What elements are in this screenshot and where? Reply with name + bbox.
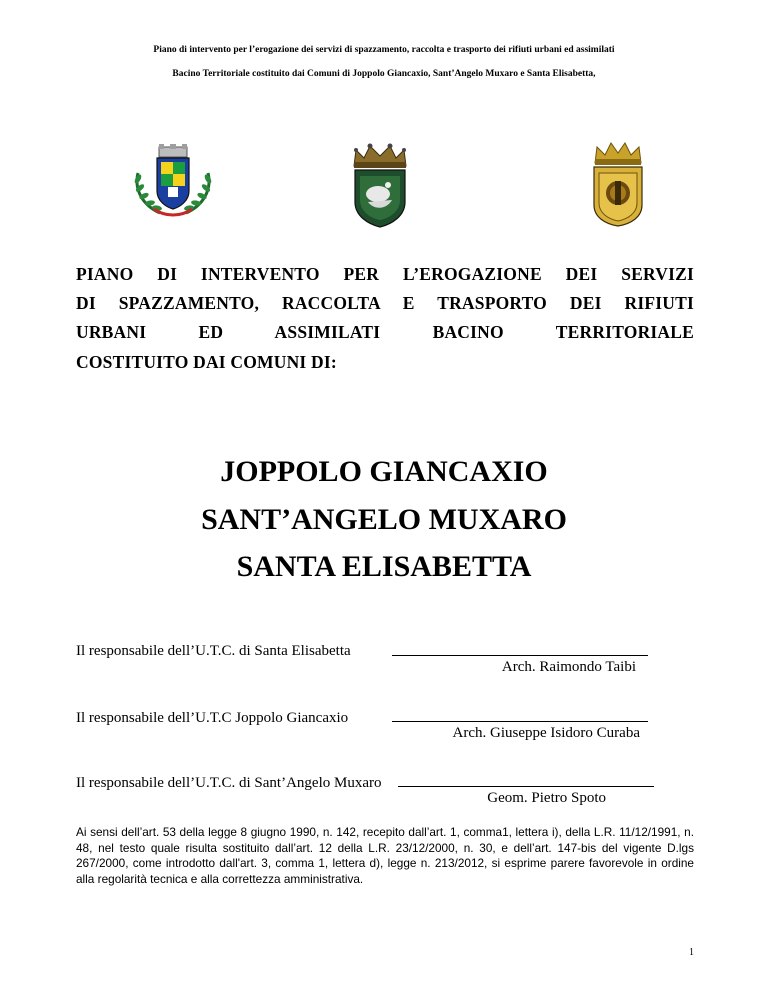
signature-label-sant-angelo-muxaro: Il responsabile dell’U.T.C. di Sant’Angelo Muxaro — [76, 775, 382, 791]
title-line-2: DI SPAZZAMENTO, RACCOLTA E TRASPORTO DEI RIFIUTI — [76, 293, 694, 313]
title-line-1: PIANO DI INTERVENTO PER L’EROGAZIONE DEI SERVIZI — [76, 264, 694, 284]
title-line-3: URBANI ED ASSIMILATI BACINO TERRITORIALE — [76, 322, 694, 342]
comune-santa-elisabetta: SANTA ELISABETTA — [236, 550, 532, 583]
signatory-name: Arch. Raimondo Taibi — [501, 659, 636, 675]
santa-elisabetta-crest-icon — [589, 141, 647, 227]
signature-line — [392, 655, 648, 656]
legal-paragraph: Ai sensi dell’art. 53 della legge 8 giugno 1990, n. 142, recepito dall’art. 1, comma1, lettera i), della L.R. 11/12/1991, n. 48, nel testo quale risulta sostituito dall’art. 12 della L.R. 23/12/2000, n. 30, e dell’art. 147-bis del vigente D.lgs 267/2000, come introdotto dall'art. 3, comma 1, lettera d), legge n. 213/2012, si esprime parere favorevole in ordine alla regolarità tecnica e alla correttezza amministrativa. — [76, 825, 694, 886]
signature-label-santa-elisabetta: Il responsabile dell’U.T.C. di Santa Elisabetta — [76, 643, 351, 659]
signature-line — [392, 721, 648, 722]
joppolo-giancaxio-crest-icon — [130, 143, 216, 219]
signatory-name: Geom. Pietro Spoto — [487, 790, 606, 806]
comune-joppolo-giancaxio: JOPPOLO GIANCAXIO — [220, 455, 548, 488]
title-line-4: COSTITUITO DAI COMUNI DI: — [76, 352, 337, 372]
signature-line — [398, 786, 654, 787]
comune-sant-angelo-muxaro: SANT’ANGELO MUXARO — [201, 503, 567, 536]
signature-label-joppolo-giancaxio: Il responsabile dell’U.T.C Joppolo Giancaxio — [76, 710, 349, 726]
header-line-2: Bacino Territoriale costituito dai Comuni di Joppolo Giancaxio, Sant’Angelo Muxaro e Santa Elisabetta, — [172, 69, 596, 79]
page-number: 1 — [689, 947, 694, 958]
sant-angelo-muxaro-crest-icon — [348, 140, 412, 228]
signatory-name: Arch. Giuseppe Isidoro Curaba — [452, 725, 640, 741]
header-line-1: Piano di intervento per l’erogazione dei servizi di spazzamento, raccolta e trasporto dei rifiuti urbani ed assimilati — [153, 45, 615, 55]
